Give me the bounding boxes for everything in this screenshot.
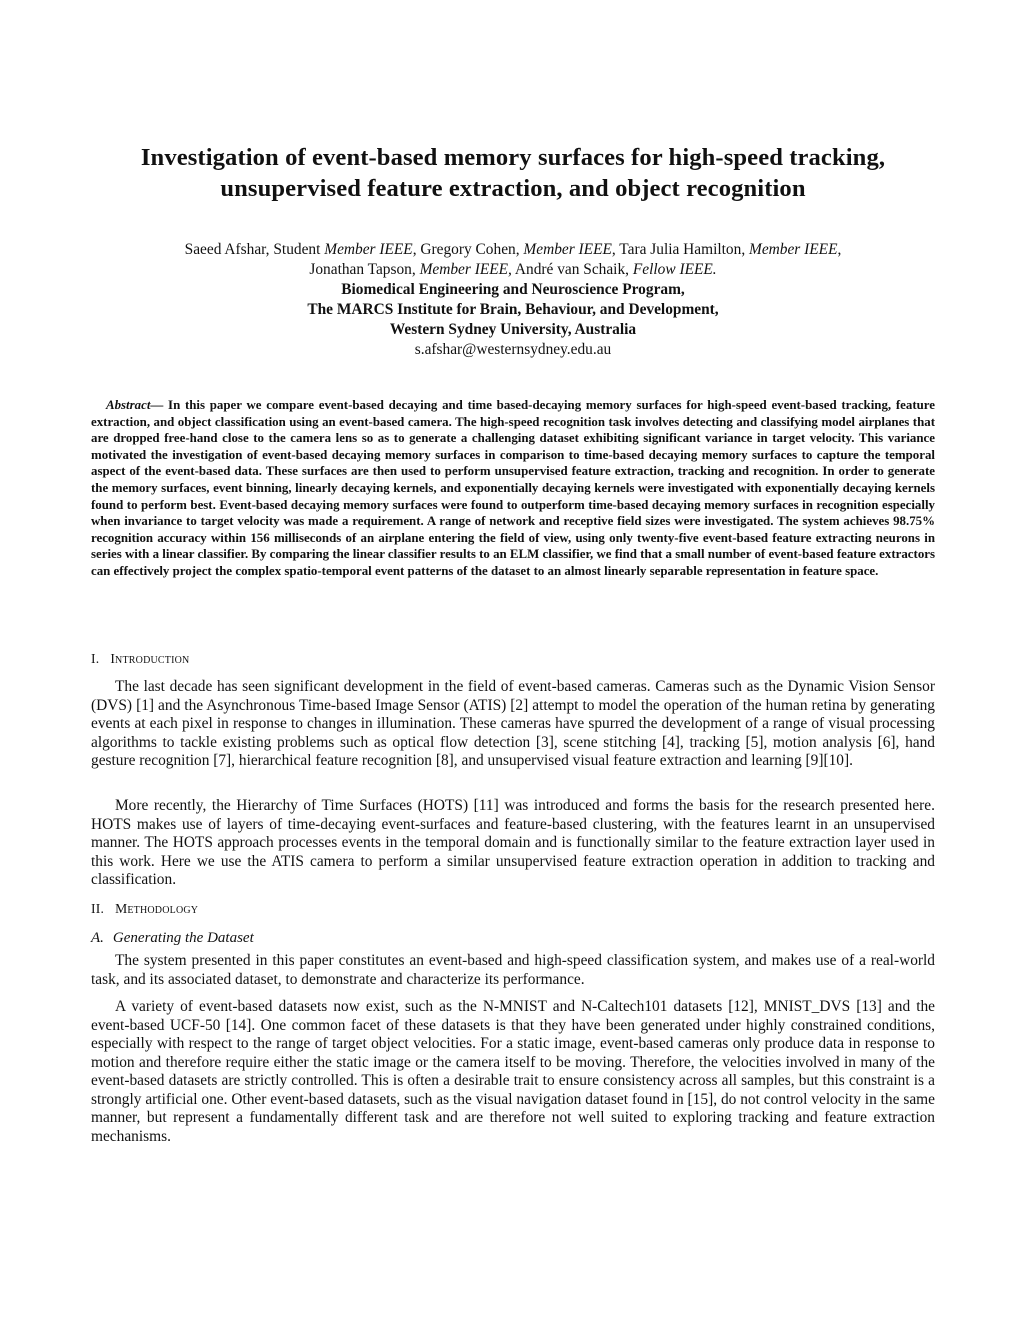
author-membership: Member IEEE (523, 241, 612, 258)
author-membership: Member IEEE (749, 241, 838, 258)
title-line-2: unsupervised feature extraction, and object recognition (220, 175, 806, 202)
intro-paragraph-1: The last decade has seen significant development in the field of event-based cameras. Cameras such as the Dynamic Vision Sensor (DVS) [1] and the Asynchronous Time-based Image Sensor (ATIS) [2] attempt to model the operation of the human retina by generating events at each pixel in response to changes in illumination. These cameras have spurred the development of a range of visual processing algorithms to tackle existing problems such as optical flow detection [3], scene stitching [4], tracking [5], motion analysis [6], hand gesture recognition [7], hierarchical feature recognition [8], and unsupervised visual feature extraction and learning [9][10]. (91, 678, 935, 769)
section-number: I. (91, 651, 100, 666)
subsection-heading-dataset (91, 929, 254, 947)
affiliation-university: Western Sydney University, Australia (389, 321, 637, 338)
subsection-title: Generating the Dataset (112, 930, 254, 946)
subsection-number: A. (91, 930, 104, 946)
intro-paragraph-2: More recently, the Hierarchy of Time Surfaces (HOTS) [11] was introduced and forms the basis for the research presented here. HOTS makes use of layers of time-decaying event-surfaces and feature-based clustering, with the features learnt in an unsupervised manner. The HOTS approach processes events in the temporal domain and is functionally similar to the feature extraction layer used in this work. Here we use the ATIS camera to perform a similar unsupervised feature extraction operation in addition to tracking and classification. (91, 797, 935, 888)
section-heading-methodology (91, 900, 198, 917)
author-membership: Fellow IEEE. (632, 261, 717, 278)
author-membership: Member IEEE, (419, 261, 512, 278)
section-title: Methodology (115, 901, 199, 916)
author-email: s.afshar@westernsydney.edu.au (414, 341, 612, 358)
affiliation-institute: The MARCS Institute for Brain, Behaviour, and Development, (307, 301, 719, 318)
section-heading-introduction (91, 650, 189, 667)
abstract-text: In this paper we compare event-based decaying and time based-decaying memory surfaces for high-speed event-based tracking, feature extraction, and object classification using an event-based camera. The high-speed recognition task involves detecting and classifying model airplanes that are dropped free-hand close to the camera lens so as to generate a challenging dataset exhibiting significant variance in target velocity. This variance motivated the investigation of event-based decaying memory surfaces in comparison to time-based decaying memory surfaces to capture the temporal aspect of the event-based data. These surfaces are then used to perform unsupervised feature extraction, tracking and recognition. In order to generate the memory surfaces, event binning, linearly decaying kernels, and exponentially decaying kernels were investigated with exponentially decaying kernels found to perform best. Event-based decaying memory surfaces were found to outperform time-based decaying memory surfaces in recognition especially when invariance to target velocity was made a requirement. A range of network and receptive field sizes were investigated. The system achieves 98.75% recognition accuracy within 156 milliseconds of an airplane entering the field of view, using only twenty-five event-based feature extracting neurons in series with a linear classifier. By comparing the linear classifier results to an ELM classifier, we find that a small number of event-based feature extractors can effectively project the complex spatio-temporal event patterns of the dataset to an almost linearly separable representation in feature space. (91, 398, 936, 578)
methodology-paragraph-1: The system presented in this paper constitutes an event-based and high-speed classification system, and makes use of a real-world task, and its associated dataset, to demonstrate and characterize its performance. (91, 952, 935, 988)
author-name: Jonathan Tapson, (309, 261, 420, 278)
abstract (91, 397, 935, 580)
methodology-paragraph-2: A variety of event-based datasets now exist, such as the N-MNIST and N-Caltech101 datasets [12], MNIST_DVS [13] and the event-based UCF-50 [14]. One common facet of these datasets is that they have been generated under highly constrained conditions, especially with respect to the range of target object velocities. For a static image, event-based cameras only produce data in response to motion and therefore require either the static image or the camera itself to be moving. Therefore, the velocities involved in many of the event-based datasets are strictly controlled. This is often a desirable trait to ensure consistency across all samples, but this constraint is a strongly artificial one. Other event-based datasets, such as the visual navigation dataset found in [15], do not control velocity in the same manner, but represent a fundamentally different task and are therefore not well suited to exploring tracking and feature extraction mechanisms. (91, 998, 935, 1145)
abstract-dash: — (150, 398, 169, 412)
author-name: Saeed Afshar, Student (184, 241, 325, 258)
author-name: , Tara Julia Hamilton, (611, 241, 750, 258)
section-number: II. (91, 901, 105, 916)
affiliation-program: Biomedical Engineering and Neuroscience Program, (341, 281, 685, 298)
author-block (91, 240, 935, 360)
author-separator: , (837, 241, 842, 258)
author-line-1 (91, 240, 935, 260)
author-name: , Gregory Cohen, (412, 241, 524, 258)
section-title: Introduction (110, 651, 190, 666)
author-membership: Member IEEE (324, 241, 413, 258)
paper-title (81, 142, 945, 204)
abstract-lead: Abstract (106, 398, 151, 412)
author-name: André van Schaik, (511, 261, 633, 278)
author-line-2 (91, 260, 935, 280)
title-line-1: Investigation of event-based memory surfaces for high-speed tracking, (140, 144, 886, 171)
